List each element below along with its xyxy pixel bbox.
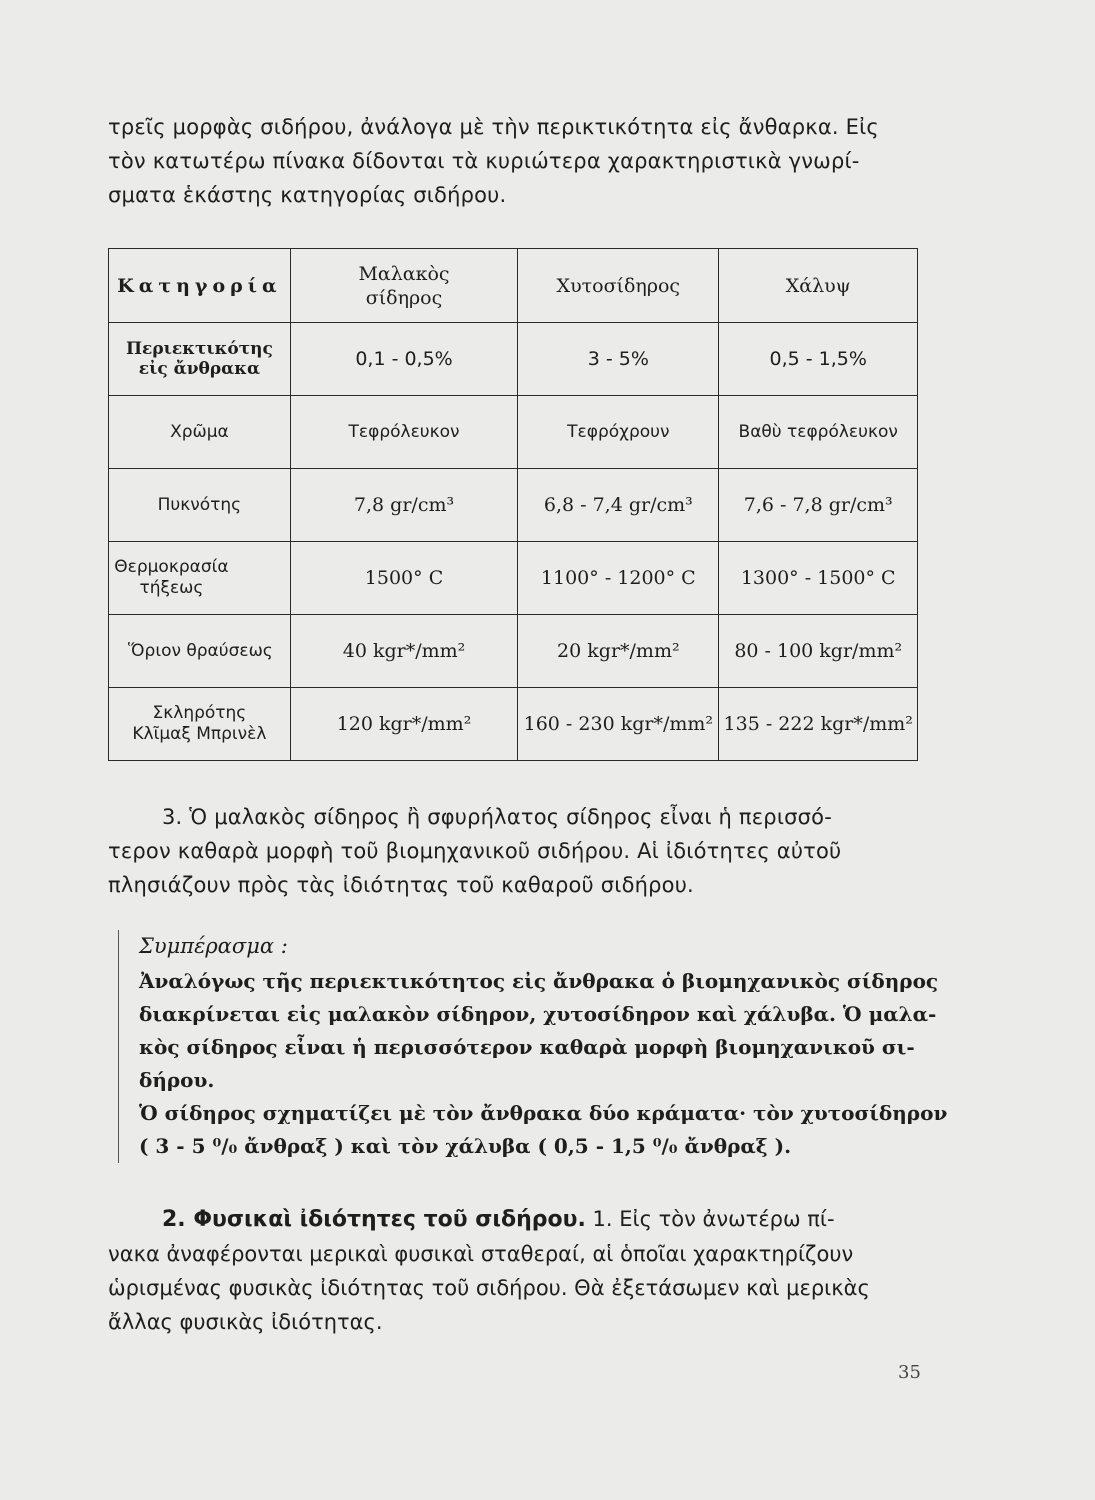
text-line: ὡρισμένας φυσικὰς ἰδιότητας τοῦ σιδήρου. Θὰ ἐξετάσωμεν καὶ μερικὰς <box>108 1276 870 1300</box>
table-row <box>109 542 918 615</box>
table-cell: 0,1 - 0,5% <box>290 323 517 396</box>
conclusion-box <box>118 930 949 1163</box>
intro-paragraph <box>108 110 923 212</box>
text-line: πλησιάζουν πρὸς τὰς ἰδιότητας τοῦ καθαροῦ σιδήρου. <box>108 873 694 897</box>
text-line: 3. Ὁ μαλακὸς σίδηρος ἢ σφυρήλατος σίδηρος εἶναι ἡ περισσό- <box>162 805 832 829</box>
table-cell: 160 - 230 kgr*/mm² <box>518 688 719 761</box>
page-number: 35 <box>898 1362 921 1383</box>
table-row <box>109 688 918 761</box>
table-header-row <box>109 249 918 323</box>
table-cell: 80 - 100 kgr/mm² <box>719 615 918 688</box>
paragraph-3 <box>108 800 923 902</box>
table-cell: 7,8 gr/cm³ <box>290 469 517 542</box>
conclusion-title: Συμπέρασμα : <box>139 934 288 958</box>
iron-properties-table <box>108 248 918 761</box>
table-cell: 3 - 5% <box>518 323 719 396</box>
header-steel: Χάλυψ <box>719 249 918 323</box>
text-line: κὸς σίδηρος εἶναι ἡ περισσότερον καθαρὰ μορφὴ βιομηχανικοῦ σι- <box>139 1035 915 1059</box>
table-cell: 6,8 - 7,4 gr/cm³ <box>518 469 719 542</box>
table-cell: 40 kgr*/mm² <box>290 615 517 688</box>
table-cell: 135 - 222 kgr*/mm² <box>719 688 918 761</box>
row-label: Περιεκτικότης εἰς ἄνθρακα <box>109 323 291 396</box>
section-2 <box>108 1202 923 1339</box>
table-row <box>109 323 918 396</box>
table-cell: Τεφρόλευκον <box>290 396 517 469</box>
table-cell: Τεφρόχρουν <box>518 396 719 469</box>
table-cell: 1100° - 1200° C <box>518 542 719 615</box>
section-first-line: 1. Εἰς τὸν ἀνωτέρω πί- <box>585 1207 835 1231</box>
table-cell: Βαθὺ τεφρόλευκον <box>719 396 918 469</box>
text-line: Ἀναλόγως τῆς περιεκτικότητος εἰς ἄνθρακα ὁ βιομηχανικὸς σίδηρος <box>139 969 939 993</box>
row-label: Χρῶμα <box>109 396 291 469</box>
header-category: Κατηγορία <box>109 249 291 323</box>
section-title: 2. Φυσικαὶ ἰδιότητες τοῦ σιδήρου. <box>162 1207 586 1232</box>
table-cell: 7,6 - 7,8 gr/cm³ <box>719 469 918 542</box>
text-line: ( 3 - 5 ⁰/₀ ἄνθραξ ) καὶ τὸν χάλυβα ( 0,5 - 1,5 ⁰/₀ ἄνθραξ ). <box>139 1134 792 1158</box>
text-line: σματα ἑκάστης κατηγορίας σιδήρου. <box>108 183 507 207</box>
table-row <box>109 396 918 469</box>
text-line: τερον καθαρὰ μορφὴ τοῦ βιομηχανικοῦ σιδήρου. Αἱ ἰδιότητες αὐτοῦ <box>108 839 842 863</box>
row-label: Σκληρότης Κλῖμαξ Μπρινὲλ <box>109 688 291 761</box>
row-label: Ὅριον θραύσεως <box>109 615 291 688</box>
text-line: διακρίνεται εἰς μαλακὸν σίδηρον, χυτοσίδηρον καὶ χάλυβα. Ὁ μαλα- <box>139 1002 937 1026</box>
table-row <box>109 615 918 688</box>
table-cell: 0,5 - 1,5% <box>719 323 918 396</box>
row-label: Πυκνότης <box>109 469 291 542</box>
text-line: τὸν κατωτέρω πίνακα δίδονται τὰ κυριώτερα χαρακτηριστικὰ γνωρί- <box>108 149 860 173</box>
table-cell: 1500° C <box>290 542 517 615</box>
row-label: Θερμοκρασία τήξεως <box>109 542 291 615</box>
header-cast-iron: Χυτοσίδηρος <box>518 249 719 323</box>
table-row <box>109 469 918 542</box>
text-line: τρεῖς μορφὰς σιδήρου, ἀνάλογα μὲ τὴν περικτικότητα εἰς ἄνθαρκα. Εἰς <box>108 115 879 139</box>
text-line: δήρου. <box>139 1068 215 1092</box>
header-wrought-iron: Μαλακὸς σίδηρος <box>290 249 517 323</box>
text-line: Ὁ σίδηρος σχηματίζει μὲ τὸν ἄνθρακα δύο κράματα· τὸν χυτοσίδηρον <box>139 1101 948 1125</box>
table-cell: 1300° - 1500° C <box>719 542 918 615</box>
table-cell: 120 kgr*/mm² <box>290 688 517 761</box>
text-line: νακα ἀναφέρονται μερικαὶ φυσικαὶ σταθεραί, αἱ ὁποῖαι χαρακτηρίζουν <box>108 1242 854 1266</box>
table-cell: 20 kgr*/mm² <box>518 615 719 688</box>
text-line: ἄλλας φυσικὰς ἰδιότητας. <box>108 1310 383 1334</box>
text-line <box>108 1202 923 1237</box>
